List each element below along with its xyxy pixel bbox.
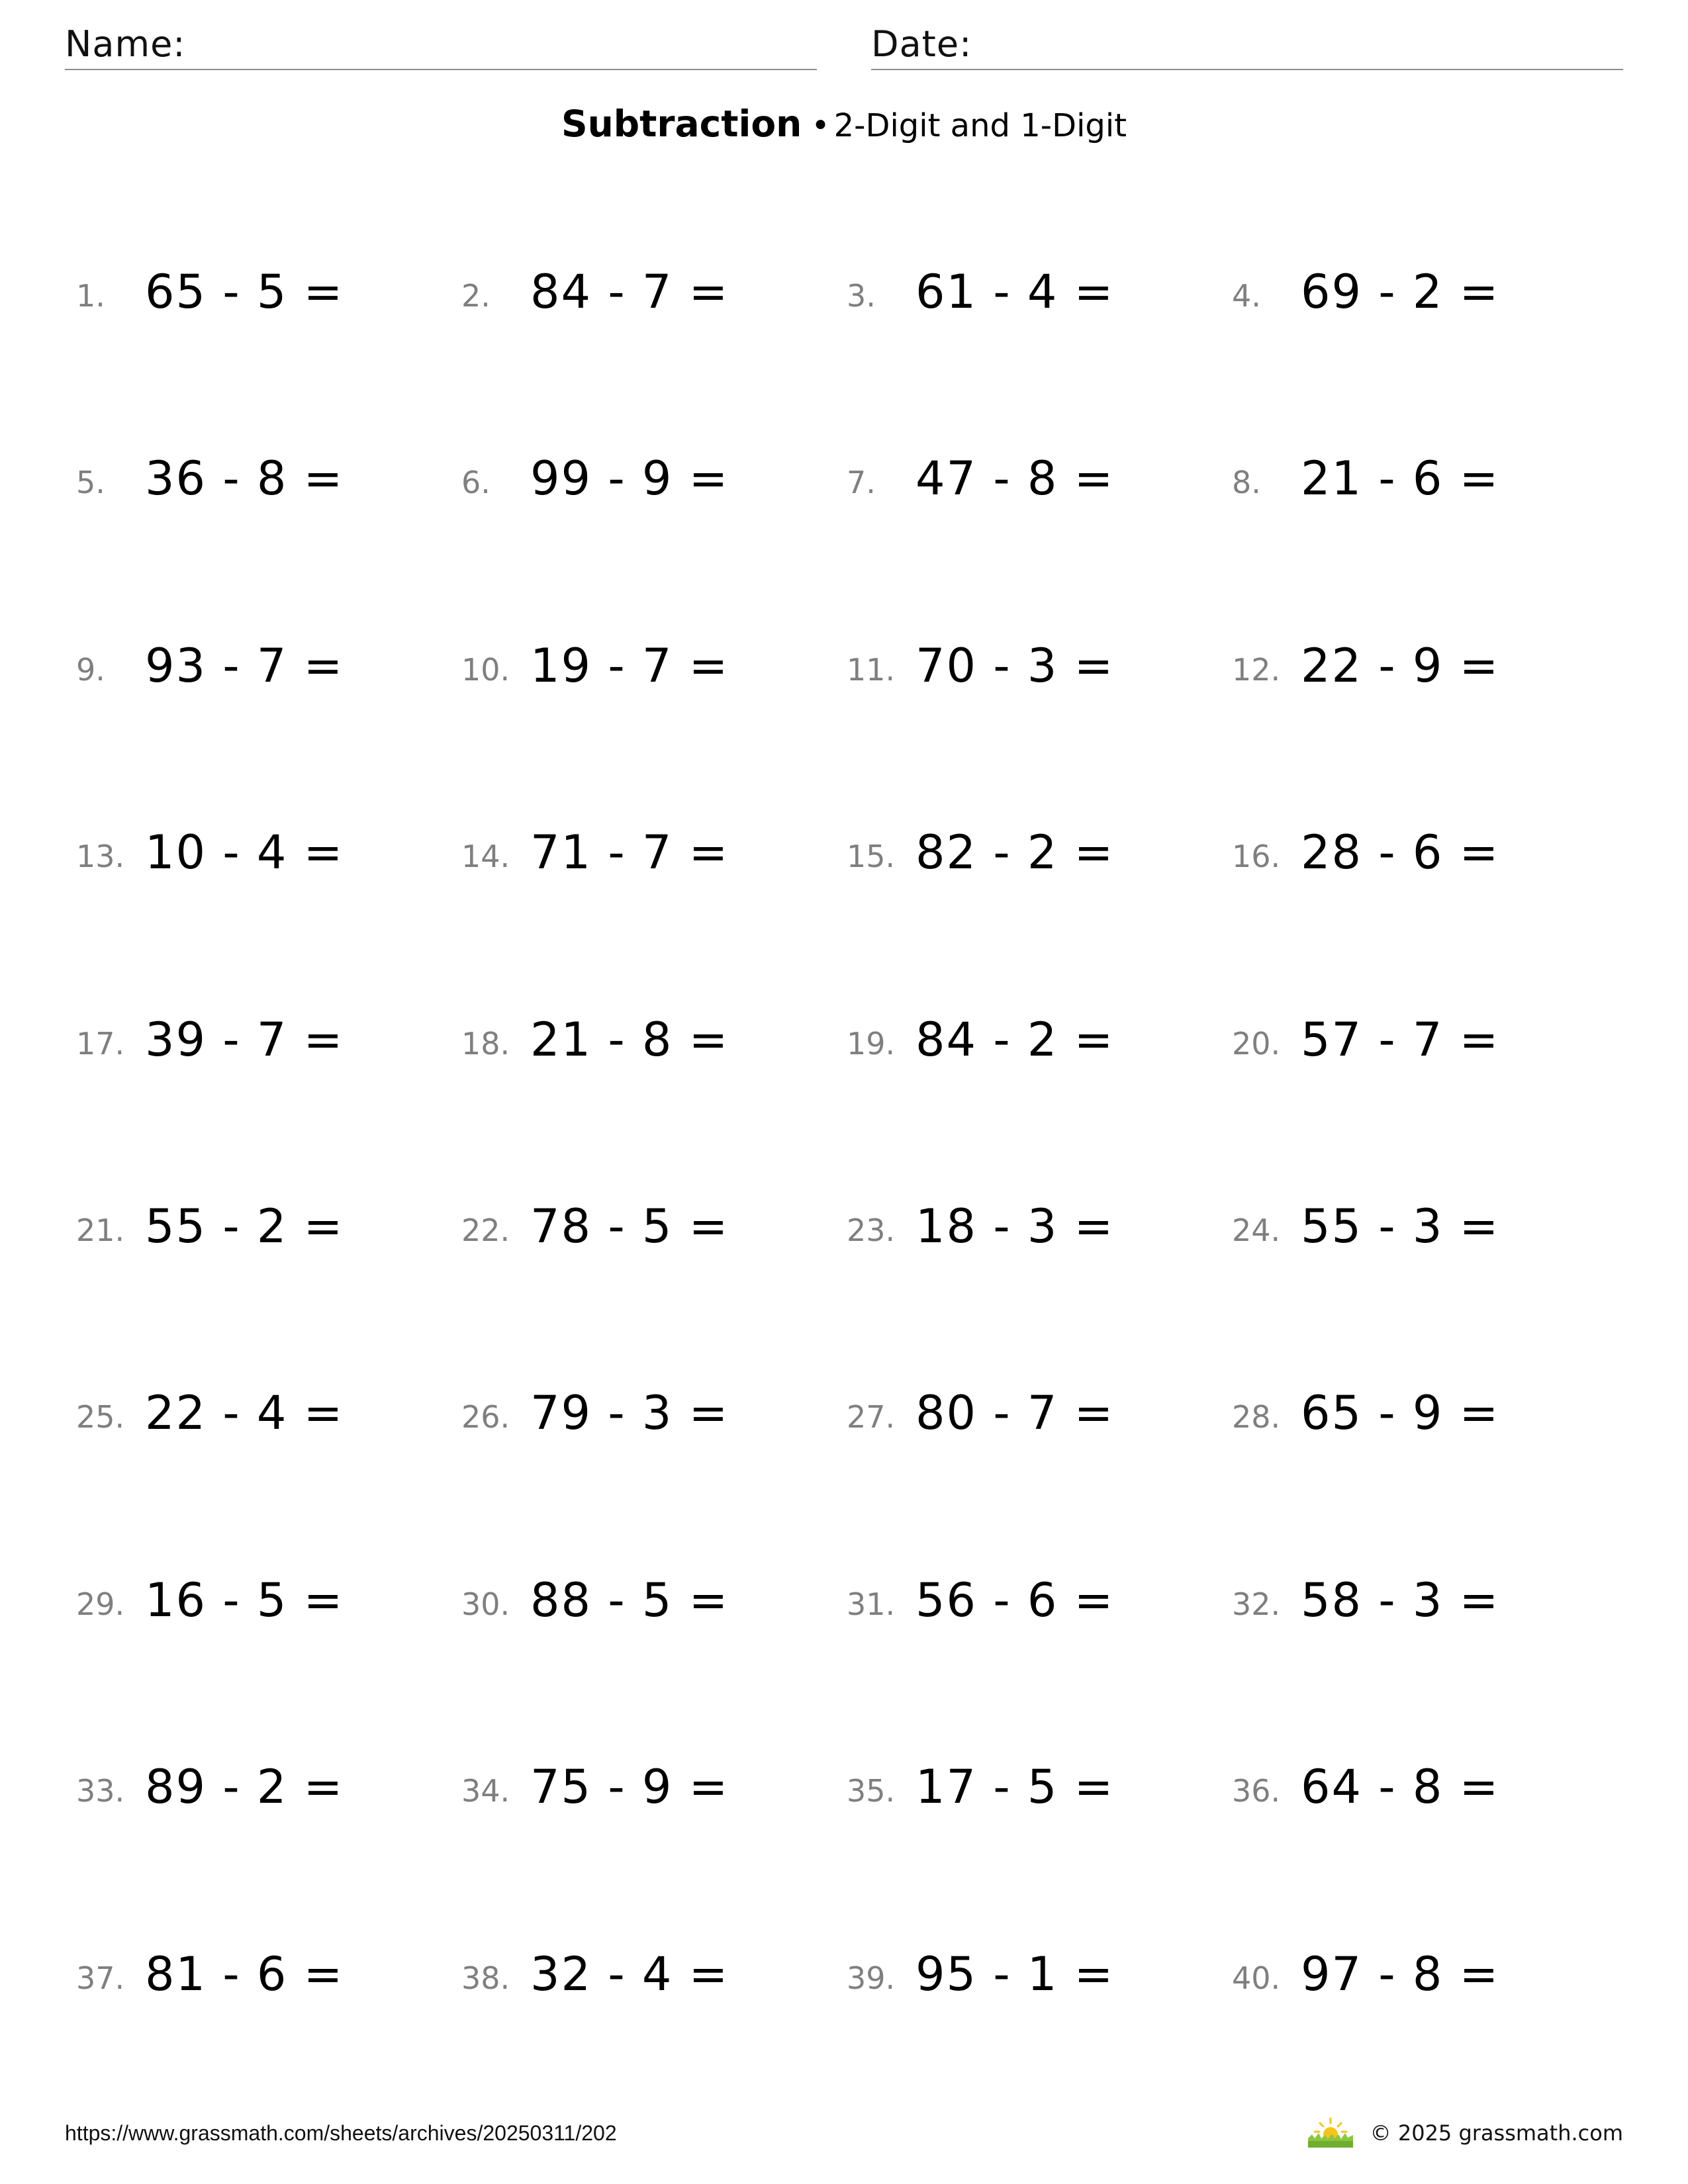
problem-item bbox=[1232, 1569, 1589, 1629]
problem-expression: 22 - 4 = bbox=[145, 1386, 344, 1440]
problem-item bbox=[76, 447, 434, 507]
problem-expression: 88 - 5 = bbox=[530, 1573, 729, 1627]
problem-expression: 55 - 2 = bbox=[145, 1199, 344, 1253]
title-separator: • bbox=[811, 107, 830, 144]
title-main: Subtraction bbox=[561, 103, 802, 145]
problem-expression: 17 - 5 = bbox=[915, 1760, 1115, 1814]
problem-expression: 21 - 8 = bbox=[530, 1013, 729, 1067]
problem-expression: 65 - 5 = bbox=[145, 265, 344, 319]
problem-number: 29. bbox=[76, 1586, 125, 1622]
problem-item bbox=[847, 1195, 1204, 1255]
problem-item bbox=[847, 821, 1204, 881]
problem-expression: 99 - 9 = bbox=[530, 451, 729, 506]
problem-number: 2. bbox=[461, 278, 491, 314]
problem-expression: 69 - 2 = bbox=[1301, 265, 1500, 319]
problem-expression: 82 - 2 = bbox=[915, 825, 1115, 880]
problem-item bbox=[76, 635, 434, 694]
problem-expression: 47 - 8 = bbox=[915, 451, 1115, 506]
problem-item bbox=[76, 821, 434, 881]
problem-expression: 84 - 2 = bbox=[915, 1013, 1115, 1067]
problem-number: 27. bbox=[847, 1399, 896, 1435]
problem-item bbox=[847, 1382, 1204, 1441]
problem-number: 8. bbox=[1232, 465, 1261, 500]
problem-item bbox=[1232, 635, 1589, 694]
problem-number: 30. bbox=[461, 1586, 510, 1622]
problem-number: 40. bbox=[1232, 1960, 1281, 1996]
problem-item bbox=[847, 635, 1204, 694]
problem-expression: 79 - 3 = bbox=[530, 1386, 729, 1440]
problem-number: 37. bbox=[76, 1960, 125, 1996]
problem-number: 35. bbox=[847, 1773, 896, 1809]
problem-expression: 32 - 4 = bbox=[530, 1947, 729, 2001]
problem-item bbox=[461, 635, 819, 694]
problem-expression: 39 - 7 = bbox=[145, 1013, 344, 1067]
problem-expression: 57 - 7 = bbox=[1301, 1013, 1500, 1067]
problem-number: 9. bbox=[76, 652, 105, 688]
problem-number: 32. bbox=[1232, 1586, 1281, 1622]
problem-expression: 70 - 3 = bbox=[915, 639, 1115, 693]
problem-item bbox=[1232, 1195, 1589, 1255]
problem-expression: 75 - 9 = bbox=[530, 1760, 729, 1814]
problem-expression: 16 - 5 = bbox=[145, 1573, 344, 1627]
problem-number: 33. bbox=[76, 1773, 125, 1809]
problem-item bbox=[76, 1195, 434, 1255]
problem-number: 12. bbox=[1232, 652, 1281, 688]
problem-expression: 19 - 7 = bbox=[530, 639, 729, 693]
problem-item bbox=[461, 1382, 819, 1441]
problem-item bbox=[847, 1569, 1204, 1629]
problem-number: 23. bbox=[847, 1212, 896, 1248]
problem-item bbox=[76, 1382, 434, 1441]
problem-expression: 95 - 1 = bbox=[915, 1947, 1115, 2001]
problem-expression: 65 - 9 = bbox=[1301, 1386, 1500, 1440]
problem-number: 25. bbox=[76, 1399, 125, 1435]
problem-item bbox=[461, 1009, 819, 1068]
problem-number: 1. bbox=[76, 278, 105, 314]
grass-sun-logo-icon bbox=[1307, 2117, 1354, 2149]
problem-item bbox=[76, 261, 434, 320]
problem-expression: 97 - 8 = bbox=[1301, 1947, 1500, 2001]
problem-number: 3. bbox=[847, 278, 876, 314]
problem-item bbox=[1232, 821, 1589, 881]
problem-expression: 89 - 2 = bbox=[145, 1760, 344, 1814]
problem-expression: 78 - 5 = bbox=[530, 1199, 729, 1253]
date-label: Date: bbox=[871, 23, 972, 65]
problem-number: 16. bbox=[1232, 839, 1281, 874]
problem-item bbox=[76, 1009, 434, 1068]
problem-number: 5. bbox=[76, 465, 105, 500]
problem-number: 10. bbox=[461, 652, 510, 688]
problem-item bbox=[461, 447, 819, 507]
problem-number: 14. bbox=[461, 839, 510, 874]
problem-expression: 55 - 3 = bbox=[1301, 1199, 1500, 1253]
problem-number: 36. bbox=[1232, 1773, 1281, 1809]
footer-copyright: © 2025 grassmath.com bbox=[1370, 2120, 1623, 2146]
problem-item bbox=[847, 1009, 1204, 1068]
problem-number: 18. bbox=[461, 1026, 510, 1062]
problem-item bbox=[1232, 447, 1589, 507]
problem-expression: 36 - 8 = bbox=[145, 451, 344, 506]
problem-number: 39. bbox=[847, 1960, 896, 1996]
problem-item bbox=[847, 447, 1204, 507]
problem-expression: 80 - 7 = bbox=[915, 1386, 1115, 1440]
problem-expression: 28 - 6 = bbox=[1301, 825, 1500, 880]
problem-item bbox=[847, 1756, 1204, 1815]
problem-number: 4. bbox=[1232, 278, 1261, 314]
footer-brand bbox=[1307, 2116, 1623, 2150]
problem-number: 38. bbox=[461, 1960, 510, 1996]
problem-item bbox=[1232, 1943, 1589, 2003]
problem-expression: 93 - 7 = bbox=[145, 639, 344, 693]
problem-item bbox=[461, 1756, 819, 1815]
problem-item bbox=[1232, 1382, 1589, 1441]
problem-item bbox=[1232, 261, 1589, 320]
problem-number: 28. bbox=[1232, 1399, 1281, 1435]
problem-item bbox=[847, 261, 1204, 320]
problem-expression: 18 - 3 = bbox=[915, 1199, 1115, 1253]
problem-item bbox=[461, 821, 819, 881]
problem-item bbox=[461, 1195, 819, 1255]
problem-expression: 64 - 8 = bbox=[1301, 1760, 1500, 1814]
problem-number: 13. bbox=[76, 839, 125, 874]
problem-number: 15. bbox=[847, 839, 896, 874]
problem-item bbox=[1232, 1009, 1589, 1068]
problem-item bbox=[76, 1756, 434, 1815]
problem-number: 17. bbox=[76, 1026, 125, 1062]
footer-url: https://www.grassmath.com/sheets/archives/20250311/202 bbox=[65, 2121, 617, 2145]
problem-expression: 61 - 4 = bbox=[915, 265, 1115, 319]
problem-number: 24. bbox=[1232, 1212, 1281, 1248]
problem-expression: 58 - 3 = bbox=[1301, 1573, 1500, 1627]
name-label: Name: bbox=[65, 23, 186, 65]
problem-number: 26. bbox=[461, 1399, 510, 1435]
problem-expression: 71 - 7 = bbox=[530, 825, 729, 880]
problem-number: 31. bbox=[847, 1586, 896, 1622]
problem-expression: 10 - 4 = bbox=[145, 825, 344, 880]
problem-number: 20. bbox=[1232, 1026, 1281, 1062]
problem-item bbox=[847, 1943, 1204, 2003]
problem-number: 21. bbox=[76, 1212, 125, 1248]
problem-number: 34. bbox=[461, 1773, 510, 1809]
problem-number: 22. bbox=[461, 1212, 510, 1248]
problem-item bbox=[461, 1943, 819, 2003]
problem-expression: 56 - 6 = bbox=[915, 1573, 1115, 1627]
title-subtitle: 2-Digit and 1-Digit bbox=[833, 107, 1127, 144]
problem-expression: 81 - 6 = bbox=[145, 1947, 344, 2001]
problem-item bbox=[461, 1569, 819, 1629]
problem-number: 11. bbox=[847, 652, 896, 688]
problem-item bbox=[76, 1943, 434, 2003]
problem-expression: 21 - 6 = bbox=[1301, 451, 1500, 506]
problem-number: 19. bbox=[847, 1026, 896, 1062]
problem-number: 7. bbox=[847, 465, 876, 500]
problem-expression: 22 - 9 = bbox=[1301, 639, 1500, 693]
problem-number: 6. bbox=[461, 465, 491, 500]
problem-item bbox=[461, 261, 819, 320]
problem-item bbox=[1232, 1756, 1589, 1815]
problem-expression: 84 - 7 = bbox=[530, 265, 729, 319]
problem-item bbox=[76, 1569, 434, 1629]
